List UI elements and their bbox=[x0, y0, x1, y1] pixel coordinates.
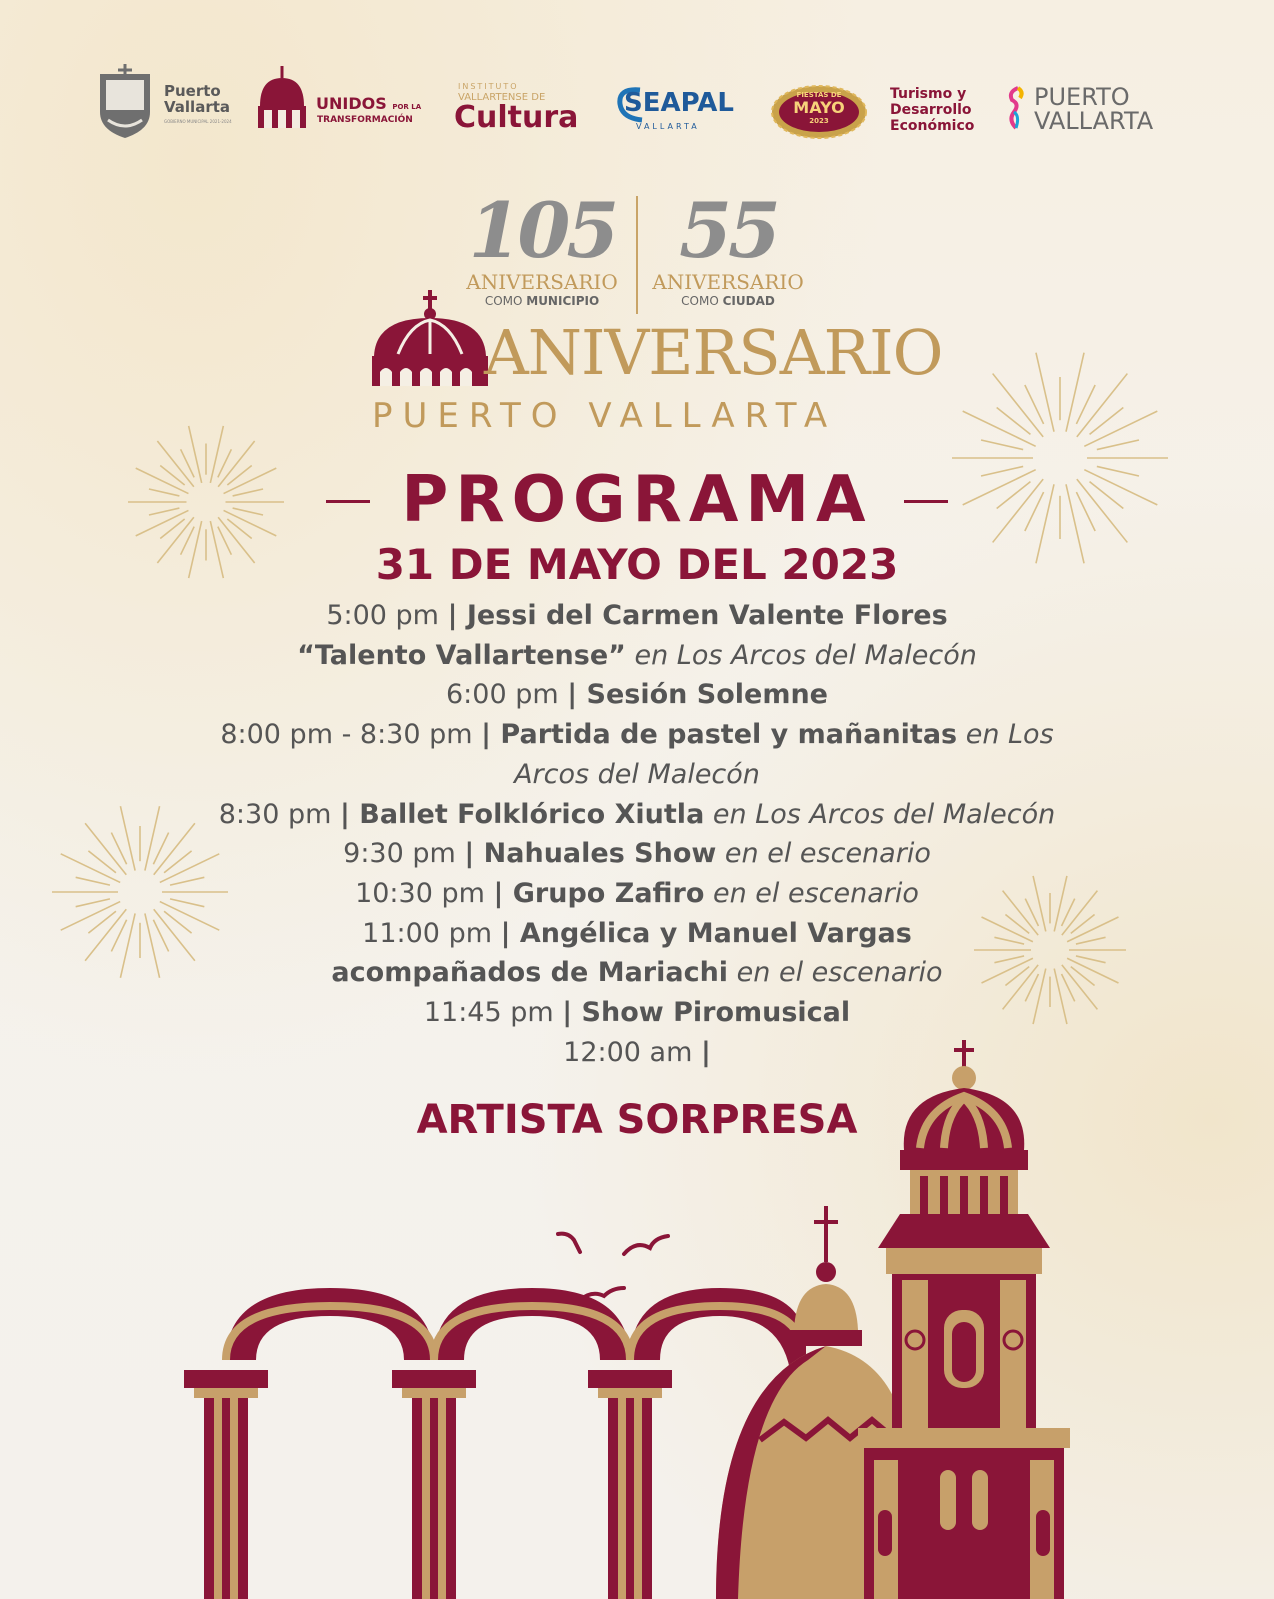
schedule-venue: Arcos del Malecón bbox=[514, 758, 760, 790]
los-arcos-icon bbox=[184, 1288, 806, 1599]
anniversary-105-label: ANIVERSARIO bbox=[466, 270, 618, 294]
unidos-main: UNIDOS bbox=[316, 94, 387, 113]
schedule-venue: en el escenario bbox=[716, 838, 931, 870]
anniversary-55-sub-a: COMO bbox=[681, 294, 723, 308]
schedule-line bbox=[0, 795, 1274, 835]
firework-ray bbox=[1077, 374, 1128, 437]
schedule-event: | Angélica y Manuel Vargas bbox=[500, 917, 912, 949]
firework-ray bbox=[1097, 440, 1139, 450]
anniversary-105-sub-a: COMO bbox=[484, 294, 527, 308]
firework-ray bbox=[981, 440, 1023, 450]
anniversary-105-sub-b: MUNICIPIO bbox=[526, 294, 600, 308]
seapal-main: SEAPAL bbox=[624, 88, 734, 118]
turismo-line2: Desarrollo bbox=[890, 102, 972, 118]
turismo-text bbox=[890, 86, 974, 134]
schedule-event: | Partida de pastel y mañanitas bbox=[481, 719, 958, 751]
programa-title: PROGRAMA bbox=[401, 463, 873, 537]
pv-brand-line2: VALLARTA bbox=[1034, 107, 1154, 135]
anniversary-105-number: 105 bbox=[468, 186, 616, 275]
schedule-time: 8:30 pm bbox=[218, 798, 340, 830]
firework-ray bbox=[1025, 385, 1044, 424]
schedule-time: 11:45 pm bbox=[423, 997, 563, 1029]
schedule-event: | bbox=[700, 1036, 711, 1068]
schedule-event: | Ballet Folklórico Xiutla bbox=[339, 798, 705, 830]
schedule-line bbox=[0, 874, 1274, 914]
schedule-time: 9:30 pm bbox=[343, 838, 465, 870]
firework-ray bbox=[1036, 353, 1054, 432]
pv-brand-line1: PUERTO bbox=[1034, 83, 1130, 111]
firework-ray bbox=[1076, 385, 1095, 424]
schedule-line bbox=[0, 914, 1274, 954]
anniversary-55-badge bbox=[648, 186, 808, 308]
schedule-time: 12:00 am bbox=[563, 1036, 701, 1068]
anniversary-55-sub-b: CIUDAD bbox=[722, 294, 775, 308]
pv-subtitle: GOBIERNO MUNICIPAL 2021-2024 bbox=[164, 119, 232, 124]
schedule-event: | Grupo Zafiro bbox=[493, 877, 705, 909]
schedule-line bbox=[0, 675, 1274, 715]
turismo-line3: Económico bbox=[890, 118, 975, 134]
schedule-event: | Sesión Solemne bbox=[567, 679, 828, 711]
unidos-dome-icon bbox=[256, 66, 308, 130]
schedule-venue: en el escenario bbox=[728, 957, 943, 989]
cultura-de: DE bbox=[531, 92, 546, 103]
schedule-line bbox=[0, 755, 1274, 795]
schedule-event: | Nahuales Show bbox=[464, 838, 717, 870]
fiestas-year: 2023 bbox=[809, 117, 829, 125]
fiestas-main: MAYO bbox=[793, 98, 845, 117]
firework-ray bbox=[997, 407, 1031, 434]
seapal-sub: VALLARTA bbox=[636, 122, 700, 131]
pv-brand-text bbox=[1034, 85, 1153, 133]
pv-name-line1: Puerto bbox=[164, 82, 221, 100]
schedule-line bbox=[0, 636, 1274, 676]
schedule-list bbox=[0, 596, 1274, 1072]
schedule-venue: en Los Arcos del Malecón bbox=[704, 798, 1056, 830]
program-date: 31 DE MAYO DEL 2023 bbox=[375, 540, 899, 589]
pv-name-line2: Vallarta bbox=[164, 97, 231, 116]
anniversary-divider bbox=[636, 196, 638, 314]
unidos-text bbox=[316, 96, 421, 113]
sponsor-logo-strip bbox=[0, 60, 1274, 150]
artista-sorpresa-title: ARTISTA SORPRESA bbox=[416, 1097, 858, 1143]
anniversary-55-label: ANIVERSARIO bbox=[652, 270, 804, 294]
malecon-arches-and-church-illustration bbox=[0, 1040, 1274, 1599]
unidos-por: POR LA bbox=[392, 103, 422, 111]
pv-seal-icon bbox=[94, 64, 156, 140]
anniversary-55-number: 55 bbox=[679, 186, 777, 275]
schedule-venue: en Los Arcos del Malecón bbox=[625, 639, 977, 671]
schedule-line bbox=[0, 953, 1274, 993]
firework-ray bbox=[1090, 407, 1124, 434]
schedule-time: 8:00 pm - 8:30 pm bbox=[220, 719, 482, 751]
schedule-line bbox=[0, 834, 1274, 874]
anniversary-55-sub bbox=[648, 294, 808, 308]
schedule-time: 5:00 pm bbox=[326, 600, 448, 631]
cultura-top2: VALLARTENSE bbox=[458, 92, 529, 103]
schedule-time: 6:00 pm bbox=[446, 679, 568, 711]
firework-ray bbox=[1084, 411, 1157, 446]
schedule-event: | Jessi del Carmen Valente Flores bbox=[447, 600, 948, 631]
programa-rule-right bbox=[904, 500, 948, 503]
schedule-venue: en Los bbox=[957, 719, 1054, 751]
dome-emblem-icon bbox=[370, 290, 490, 388]
fiestas-top: FIESTAS DE bbox=[796, 91, 842, 99]
unidos-sub: TRANSFORMACIÓN bbox=[317, 115, 413, 125]
puerto-vallarta-subtitle: PUERTO VALLARTA bbox=[372, 396, 838, 436]
schedule-line bbox=[0, 993, 1274, 1033]
schedule-time: 10:30 pm bbox=[355, 877, 494, 909]
aniversario-title: ANIVERSARIO bbox=[484, 316, 943, 389]
schedule-time: 11:00 pm bbox=[362, 917, 501, 949]
schedule-event: | Show Piromusical bbox=[562, 997, 851, 1029]
pv-name bbox=[164, 84, 230, 116]
firework-ray bbox=[963, 411, 1036, 446]
church-tower-crown-icon bbox=[858, 1040, 1070, 1599]
schedule-line bbox=[0, 715, 1274, 755]
schedule-event: “Talento Vallartense” bbox=[297, 639, 626, 671]
turismo-line1: Turismo y bbox=[890, 86, 967, 102]
schedule-event: acompañados de Mariachi bbox=[331, 957, 729, 989]
cultura-main: Cultura bbox=[454, 100, 579, 135]
cultura-top1: INSTITUTO bbox=[458, 82, 519, 91]
firework-ray bbox=[1066, 353, 1084, 432]
schedule-line bbox=[0, 596, 1274, 636]
schedule-venue: en el escenario bbox=[704, 877, 919, 909]
seahorse-icon bbox=[1004, 86, 1026, 130]
firework-ray bbox=[993, 374, 1044, 437]
